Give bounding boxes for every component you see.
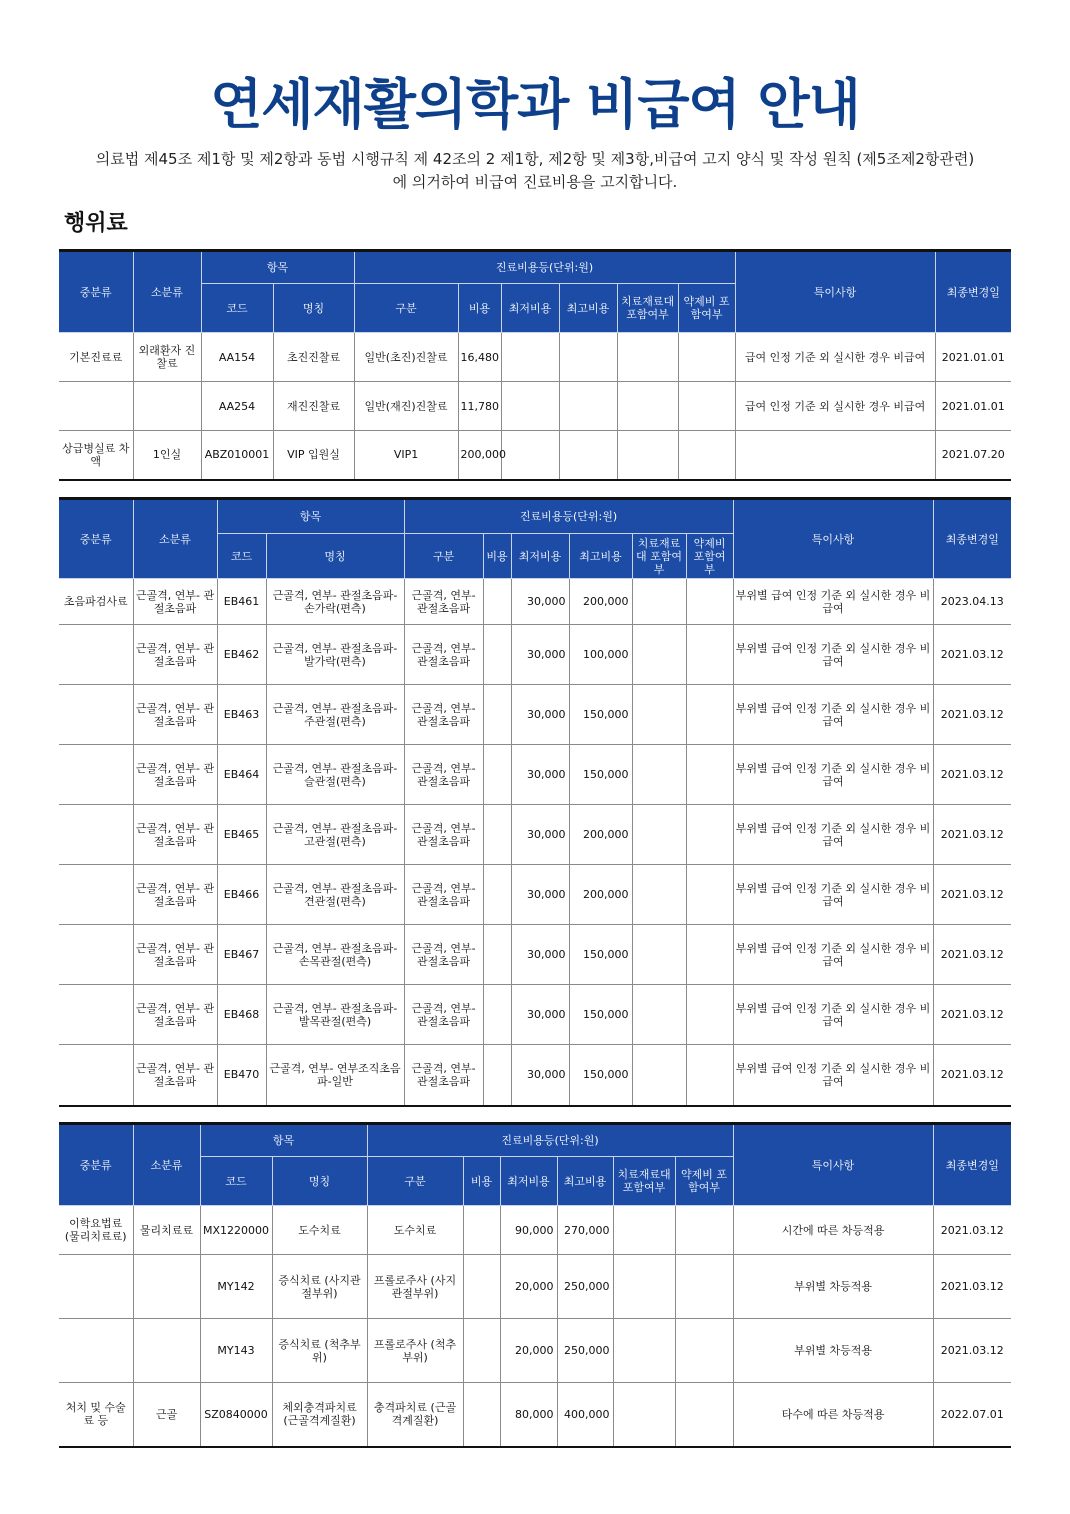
header-item: 항목 — [217, 499, 404, 534]
cell-note: 부위별 급여 인정 기준 외 실시한 경우 비급여 — [733, 685, 933, 745]
cell-code: EB463 — [217, 685, 266, 745]
cell-drug — [675, 1255, 733, 1319]
cell-name: 증식치료 (척추부위) — [272, 1319, 367, 1383]
cell-name: 증식치료 (사지관절부위) — [272, 1255, 367, 1319]
cell-cost — [483, 925, 511, 985]
header-item: 항목 — [201, 251, 354, 284]
cell-minor: 근골 — [133, 1383, 200, 1447]
cell-max — [559, 333, 617, 382]
header-note: 특이사항 — [733, 499, 933, 579]
cell-min: 80,000 — [500, 1383, 557, 1447]
header-code: 코드 — [201, 284, 273, 333]
cell-drug — [686, 685, 733, 745]
header-min-cost: 최저비용 — [501, 284, 559, 333]
cell-type: 도수치료 — [367, 1206, 463, 1255]
header-minor: 소분류 — [133, 251, 201, 333]
cell-material — [632, 745, 686, 805]
header-min-cost: 최저비용 — [511, 534, 569, 579]
cell-drug — [675, 1206, 733, 1255]
table-row — [59, 1383, 1011, 1447]
header-material-included: 치료재료대 포함여부 — [632, 534, 686, 579]
cell-type: 근골격, 연부- 관절초음파 — [404, 579, 483, 625]
cell-date: 2021.03.12 — [933, 1045, 1011, 1106]
cell-note: 급여 인정 기준 외 실시한 경우 비급여 — [735, 333, 935, 382]
cell-cost — [483, 1045, 511, 1106]
cell-major — [59, 805, 133, 865]
cell-min: 90,000 — [500, 1206, 557, 1255]
cell-drug — [686, 985, 733, 1045]
fee-table-ultrasound — [59, 497, 1011, 1107]
cell-major: 상급병실료 차액 — [59, 431, 133, 480]
header-cost-group: 진료비용등(단위:원) — [354, 251, 735, 284]
header-material-included: 치료재료대 포함여부 — [617, 284, 678, 333]
cell-max: 270,000 — [557, 1206, 613, 1255]
cell-note: 타수에 따른 차등적용 — [733, 1383, 933, 1447]
header-type: 구분 — [354, 284, 458, 333]
cell-max — [559, 431, 617, 480]
cell-code: MX1220000 — [200, 1206, 272, 1255]
cell-cost — [483, 625, 511, 685]
header-date: 최종변경일 — [933, 499, 1011, 579]
cell-cost — [483, 579, 511, 625]
cell-note: 시간에 따른 차등적용 — [733, 1206, 933, 1255]
header-code: 코드 — [200, 1157, 272, 1206]
header-note: 특이사항 — [735, 251, 935, 333]
cell-minor: 근골격, 연부- 관절초음파 — [133, 625, 217, 685]
table-row — [59, 1045, 1011, 1106]
header-major: 중분류 — [59, 1124, 133, 1206]
cell-max: 150,000 — [569, 685, 632, 745]
header-name: 명칭 — [272, 1157, 367, 1206]
header-cost: 비용 — [458, 284, 501, 333]
cell-note: 부위별 급여 인정 기준 외 실시한 경우 비급여 — [733, 745, 933, 805]
cell-name: 근골격, 연부- 관절초음파- 발가락(편측) — [266, 625, 404, 685]
cell-name: 근골격, 연부- 관절초음파- 손가락(편측) — [266, 579, 404, 625]
cell-drug — [678, 382, 735, 431]
cell-date: 2021.01.01 — [935, 382, 1011, 431]
header-major: 중분류 — [59, 251, 133, 333]
cell-name: 근골격, 연부- 관절초음파- 손목관절(편측) — [266, 925, 404, 985]
cell-date: 2021.03.12 — [933, 865, 1011, 925]
header-cost-group: 진료비용등(단위:원) — [367, 1124, 733, 1157]
header-date: 최종변경일 — [933, 1124, 1011, 1206]
cell-cost: 200,000 — [458, 431, 501, 480]
cell-major: 처치 및 수술료 등 — [59, 1383, 133, 1447]
cell-code: EB466 — [217, 865, 266, 925]
cell-drug — [678, 333, 735, 382]
cell-drug — [686, 745, 733, 805]
cell-name: 근골격, 연부- 관절초음파- 주관절(편측) — [266, 685, 404, 745]
header-minor: 소분류 — [133, 499, 217, 579]
cell-min: 30,000 — [511, 625, 569, 685]
cell-drug — [686, 865, 733, 925]
cell-name: 근골격, 연부- 관절초음파- 발목관절(편측) — [266, 985, 404, 1045]
page-title: 연세재활의학과 비급여 안내 — [210, 73, 860, 136]
cell-date: 2021.01.01 — [935, 333, 1011, 382]
cell-major — [59, 1045, 133, 1106]
cell-type: 근골격, 연부- 관절초음파 — [404, 625, 483, 685]
cell-date: 2021.03.12 — [933, 745, 1011, 805]
cell-major — [59, 865, 133, 925]
cell-drug — [686, 625, 733, 685]
cell-major — [59, 745, 133, 805]
cell-material — [617, 333, 678, 382]
cell-code: EB467 — [217, 925, 266, 985]
header-cost: 비용 — [483, 534, 511, 579]
cell-type: 근골격, 연부- 관절초음파 — [404, 925, 483, 985]
cell-material — [613, 1206, 675, 1255]
cell-note: 부위별 급여 인정 기준 외 실시한 경우 비급여 — [733, 625, 933, 685]
header-drug-included: 약제비 포함여부 — [675, 1157, 733, 1206]
cell-material — [613, 1319, 675, 1383]
cell-major — [59, 1255, 133, 1319]
table-row — [59, 625, 1011, 685]
cell-minor: 근골격, 연부- 관절초음파 — [133, 685, 217, 745]
table-row — [59, 1206, 1011, 1255]
cell-date: 2021.03.12 — [933, 625, 1011, 685]
cell-major: 초음파검사료 — [59, 579, 133, 625]
cell-code: EB464 — [217, 745, 266, 805]
cell-material — [632, 685, 686, 745]
cell-max: 150,000 — [569, 745, 632, 805]
cell-minor: 근골격, 연부- 관절초음파 — [133, 865, 217, 925]
cell-material — [632, 865, 686, 925]
cell-drug — [678, 431, 735, 480]
cell-type: 근골격, 연부- 관절초음파 — [404, 985, 483, 1045]
cell-minor: 근골격, 연부- 관절초음파 — [133, 985, 217, 1045]
cell-major — [59, 1319, 133, 1383]
cell-max: 200,000 — [569, 579, 632, 625]
header-cost-group: 진료비용등(단위:원) — [404, 499, 733, 534]
cell-cost: 16,480 — [458, 333, 501, 382]
cell-type: VIP1 — [354, 431, 458, 480]
cell-drug — [686, 925, 733, 985]
cell-minor: 외래환자 진찰료 — [133, 333, 201, 382]
header-material-included: 치료재료대 포함여부 — [613, 1157, 675, 1206]
cell-code: EB462 — [217, 625, 266, 685]
cell-note: 부위별 급여 인정 기준 외 실시한 경우 비급여 — [733, 579, 933, 625]
table-row — [59, 382, 1011, 431]
cell-minor — [133, 1255, 200, 1319]
cell-code: EB468 — [217, 985, 266, 1045]
cell-type: 충격파치료 (근골격계질환) — [367, 1383, 463, 1447]
cell-date: 2021.03.12 — [933, 1206, 1011, 1255]
cell-major — [59, 382, 133, 431]
cell-material — [617, 431, 678, 480]
table-row — [59, 579, 1011, 625]
fee-table-therapy — [59, 1122, 1011, 1448]
cell-drug — [686, 1045, 733, 1106]
table-row — [59, 925, 1011, 985]
cell-code: EB465 — [217, 805, 266, 865]
section-title: 행위료 — [64, 211, 128, 236]
cell-note: 급여 인정 기준 외 실시한 경우 비급여 — [735, 382, 935, 431]
cell-note: 부위별 차등적용 — [733, 1319, 933, 1383]
cell-code: SZ0840000 — [200, 1383, 272, 1447]
table-row — [59, 333, 1011, 382]
cell-type: 일반(초진)진찰료 — [354, 333, 458, 382]
cell-code: EB470 — [217, 1045, 266, 1106]
header-major: 중분류 — [59, 499, 133, 579]
header-type: 구분 — [367, 1157, 463, 1206]
header-drug-included: 약제비 포함여부 — [678, 284, 735, 333]
table-row — [59, 805, 1011, 865]
cell-max — [559, 382, 617, 431]
cell-min: 20,000 — [500, 1319, 557, 1383]
cell-cost — [463, 1319, 500, 1383]
cell-min: 30,000 — [511, 685, 569, 745]
header-drug-included: 약제비 포함여부 — [686, 534, 733, 579]
cell-code: AA154 — [201, 333, 273, 382]
cell-min: 30,000 — [511, 1045, 569, 1106]
cell-cost — [483, 805, 511, 865]
page-subtitle: 의료법 제45조 제1항 및 제2항과 동법 시행규칙 제 42조의 2 제1항, 제2항 및 제3항,비급여 고지 양식 및 작성 원칙 (제5조제2항관련)에 의거하여 비급여 진료비용을 고지합니다. — [95, 150, 975, 191]
cell-code: AA254 — [201, 382, 273, 431]
cell-drug — [686, 579, 733, 625]
cell-date: 2021.03.12 — [933, 805, 1011, 865]
cell-cost — [483, 745, 511, 805]
cell-name: 도수치료 — [272, 1206, 367, 1255]
cell-code: MY142 — [200, 1255, 272, 1319]
cell-min: 30,000 — [511, 865, 569, 925]
cell-cost — [483, 685, 511, 745]
cell-type: 프롤로주사 (척추부위) — [367, 1319, 463, 1383]
cell-name: 근골격, 연부- 관절초음파- 고관절(편측) — [266, 805, 404, 865]
cell-min — [501, 333, 559, 382]
cell-major — [59, 925, 133, 985]
cell-cost — [463, 1383, 500, 1447]
cell-name: 근골격, 연부- 관절초음파- 견관절(편측) — [266, 865, 404, 925]
cell-name: 재진진찰료 — [273, 382, 354, 431]
cell-code: ABZ010001 — [201, 431, 273, 480]
cell-major: 이학요법료 (물리치료료) — [59, 1206, 133, 1255]
cell-date: 2023.04.13 — [933, 579, 1011, 625]
cell-drug — [686, 805, 733, 865]
header-note: 특이사항 — [733, 1124, 933, 1206]
cell-max: 250,000 — [557, 1319, 613, 1383]
cell-max: 100,000 — [569, 625, 632, 685]
cell-drug — [675, 1383, 733, 1447]
cell-name: 초진진찰료 — [273, 333, 354, 382]
cell-cost: 11,780 — [458, 382, 501, 431]
cell-date: 2021.03.12 — [933, 1255, 1011, 1319]
cell-type: 근골격, 연부- 관절초음파 — [404, 1045, 483, 1106]
cell-note: 부위별 급여 인정 기준 외 실시한 경우 비급여 — [733, 1045, 933, 1106]
cell-note: 부위별 급여 인정 기준 외 실시한 경우 비급여 — [733, 865, 933, 925]
header-item: 항목 — [200, 1124, 367, 1157]
header-code: 코드 — [217, 534, 266, 579]
cell-note — [735, 431, 935, 480]
cell-note: 부위별 급여 인정 기준 외 실시한 경우 비급여 — [733, 985, 933, 1045]
header-max-cost: 최고비용 — [559, 284, 617, 333]
cell-minor: 1인실 — [133, 431, 201, 480]
cell-cost — [463, 1206, 500, 1255]
cell-material — [632, 985, 686, 1045]
table-row — [59, 745, 1011, 805]
cell-material — [613, 1255, 675, 1319]
header-minor: 소분류 — [133, 1124, 200, 1206]
cell-cost — [463, 1255, 500, 1319]
cell-min — [501, 431, 559, 480]
cell-note: 부위별 급여 인정 기준 외 실시한 경우 비급여 — [733, 925, 933, 985]
cell-date: 2021.03.12 — [933, 925, 1011, 985]
cell-date: 2021.03.12 — [933, 1319, 1011, 1383]
cell-material — [632, 625, 686, 685]
cell-code: EB461 — [217, 579, 266, 625]
cell-max: 150,000 — [569, 1045, 632, 1106]
table-row — [59, 865, 1011, 925]
cell-max: 150,000 — [569, 925, 632, 985]
cell-minor: 물리치료료 — [133, 1206, 200, 1255]
cell-min — [501, 382, 559, 431]
header-name: 명칭 — [266, 534, 404, 579]
table-row — [59, 1255, 1011, 1319]
header-name: 명칭 — [273, 284, 354, 333]
cell-minor: 근골격, 연부- 관절초음파 — [133, 805, 217, 865]
cell-type: 프롤로주사 (사지관절부위) — [367, 1255, 463, 1319]
cell-minor: 근골격, 연부- 관절초음파 — [133, 925, 217, 985]
cell-type: 일반(재진)진찰료 — [354, 382, 458, 431]
cell-minor — [133, 1319, 200, 1383]
cell-min: 30,000 — [511, 985, 569, 1045]
header-type: 구분 — [404, 534, 483, 579]
cell-minor: 근골격, 연부- 관절초음파 — [133, 579, 217, 625]
cell-minor: 근골격, 연부- 관절초음파 — [133, 1045, 217, 1106]
cell-type: 근골격, 연부- 관절초음파 — [404, 685, 483, 745]
cell-name: 근골격, 연부- 관절초음파- 슬관절(편측) — [266, 745, 404, 805]
cell-material — [632, 805, 686, 865]
table-row — [59, 685, 1011, 745]
cell-material — [613, 1383, 675, 1447]
cell-cost — [483, 865, 511, 925]
cell-name: 체외충격파치료 (근골격계질환) — [272, 1383, 367, 1447]
fee-table-basic — [59, 249, 1011, 481]
cell-name: VIP 입원실 — [273, 431, 354, 480]
cell-min: 30,000 — [511, 925, 569, 985]
cell-note: 부위별 급여 인정 기준 외 실시한 경우 비급여 — [733, 805, 933, 865]
cell-max: 400,000 — [557, 1383, 613, 1447]
cell-major — [59, 625, 133, 685]
cell-min: 20,000 — [500, 1255, 557, 1319]
cell-max: 200,000 — [569, 805, 632, 865]
cell-date: 2021.03.12 — [933, 985, 1011, 1045]
cell-note: 부위별 차등적용 — [733, 1255, 933, 1319]
cell-min: 30,000 — [511, 579, 569, 625]
cell-type: 근골격, 연부- 관절초음파 — [404, 745, 483, 805]
table-row — [59, 431, 1011, 480]
header-max-cost: 최고비용 — [569, 534, 632, 579]
cell-type: 근골격, 연부- 관절초음파 — [404, 805, 483, 865]
header-cost: 비용 — [463, 1157, 500, 1206]
cell-type: 근골격, 연부- 관절초음파 — [404, 865, 483, 925]
cell-minor: 근골격, 연부- 관절초음파 — [133, 745, 217, 805]
cell-min: 30,000 — [511, 745, 569, 805]
cell-material — [632, 925, 686, 985]
cell-max: 150,000 — [569, 985, 632, 1045]
header-min-cost: 최저비용 — [500, 1157, 557, 1206]
cell-drug — [675, 1319, 733, 1383]
cell-date: 2021.03.12 — [933, 685, 1011, 745]
cell-minor — [133, 382, 201, 431]
cell-major: 기본진료료 — [59, 333, 133, 382]
cell-min: 30,000 — [511, 805, 569, 865]
cell-max: 250,000 — [557, 1255, 613, 1319]
cell-cost — [483, 985, 511, 1045]
cell-major — [59, 685, 133, 745]
cell-material — [632, 579, 686, 625]
header-max-cost: 최고비용 — [557, 1157, 613, 1206]
cell-material — [617, 382, 678, 431]
cell-name: 근골격, 연부- 연부조직초음파-일반 — [266, 1045, 404, 1106]
cell-major — [59, 985, 133, 1045]
cell-code: MY143 — [200, 1319, 272, 1383]
cell-date: 2021.07.20 — [935, 431, 1011, 480]
header-date: 최종변경일 — [935, 251, 1011, 333]
table-row — [59, 985, 1011, 1045]
cell-material — [632, 1045, 686, 1106]
cell-max: 200,000 — [569, 865, 632, 925]
table-row — [59, 1319, 1011, 1383]
cell-date: 2022.07.01 — [933, 1383, 1011, 1447]
